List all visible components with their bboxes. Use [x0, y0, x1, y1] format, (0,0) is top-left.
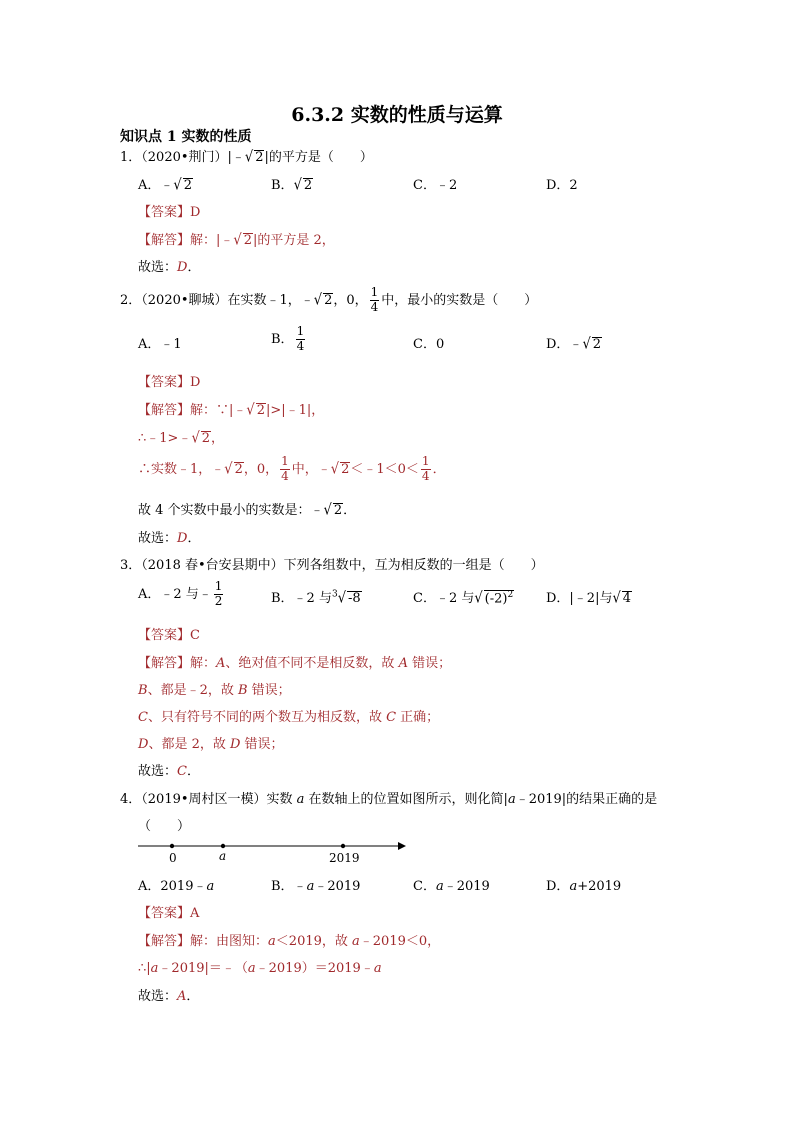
- label-a: a: [219, 849, 227, 863]
- q3-conclusion: 故选：C．: [138, 764, 200, 779]
- q2-explanation-line1: 【解答】解：∵|﹣√ 2|>|﹣1|，: [138, 401, 325, 420]
- q1-explanation: 【解答】解：|﹣√ 2|的平方是 2，: [138, 231, 335, 250]
- page-title: 6.3.2 实数的性质与运算: [291, 104, 503, 126]
- q2-explanation-line3: ∴实数﹣1，﹣√ 2，0， $\frac{1}{4}$ 中，﹣√ 2＜﹣1＜0＜ $\frac{1}{4}$ ．: [138, 454, 446, 483]
- q1-conclusion: 故选：D．: [138, 260, 201, 275]
- q2-option-a: A．﹣1: [138, 337, 182, 352]
- q2-option-d: D．﹣√ 2: [546, 335, 602, 354]
- q4-stem-paren: （ ）: [138, 819, 191, 834]
- q4-answer: 【答案】A: [138, 906, 200, 921]
- q2-conclusion: 故选：D．: [138, 531, 201, 546]
- label-zero: 0: [169, 851, 177, 865]
- q4-conclusion: 故选：A．: [138, 989, 200, 1004]
- section-heading: 知识点 1 实数的性质: [120, 129, 252, 145]
- q3-answer: 【答案】C: [138, 628, 200, 643]
- q2-option-b: B． $\frac{1}{4}$: [271, 324, 305, 353]
- q2-option-c: C．0: [413, 337, 445, 352]
- q3-explanation-line1: 【解答】解：A、绝对值不同不是相反数，故 A 错误；: [138, 656, 452, 671]
- q2-explanation-line2: ∴﹣1>﹣√ 2，: [138, 429, 225, 448]
- point-2019: [341, 844, 345, 848]
- q3-option-c: C．﹣2 与√ $(-2)^2$: [413, 589, 514, 608]
- point-zero: [170, 844, 174, 848]
- q3-option-b: B．﹣2 与$^3$√ -8: [271, 589, 361, 608]
- q1-option-d: D．2: [546, 178, 578, 193]
- q1-option-a: A．﹣√ 2: [138, 176, 192, 195]
- q4-stem: 4．（2019•周村区一模）实数 a 在数轴上的位置如图所示，则化简|a﹣2019|的结果正确的是: [120, 792, 658, 807]
- q3-explanation-line3: C、只有符号不同的两个数互为相反数，故 C 正确；: [138, 710, 440, 725]
- q3-stem: 3．（2018 春•台安县期中）下列各组数中，互为相反数的一组是（ ）: [120, 558, 544, 573]
- q3-explanation-line2: B、都是﹣2，故 B 错误；: [138, 683, 291, 698]
- q2-stem: 2．（2020•聊城）在实数﹣1，﹣√ 2，0， $\frac{1}{4}$ 中，最小的实数是（ ）: [120, 285, 538, 314]
- q4-option-d: D．a+2019: [546, 879, 622, 894]
- q4-explanation-line1: 【解答】解：由图知：a＜2019，故 a﹣2019＜0，: [138, 934, 441, 949]
- q3-option-a: A．﹣2 与﹣ $\frac{1}{2}$: [138, 579, 223, 608]
- label-2019: 2019: [329, 851, 360, 865]
- q2-answer: 【答案】D: [138, 375, 201, 390]
- q1-option-b: B．√ 2: [271, 176, 313, 195]
- number-line-arrow: [398, 842, 406, 850]
- q2-explanation-line4: 故 4 个实数中最小的实数是：﹣√ 2．: [138, 501, 357, 520]
- q4-explanation-line2: ∴|a﹣2019|＝﹣（a﹣2019）＝2019﹣a: [138, 961, 382, 976]
- q1-stem: 1．（2020•荆门）|﹣√ 2|的平方是（ ）: [120, 148, 373, 167]
- q1-answer: 【答案】D: [138, 205, 201, 220]
- q4-option-c: C．a﹣2019: [413, 879, 490, 894]
- number-line: [134, 836, 410, 868]
- q3-option-d: D．|﹣2|与√ 4: [546, 589, 632, 608]
- q1-option-c: C．﹣2: [413, 178, 458, 193]
- q3-explanation-line4: D、都是 2，故 D 错误；: [138, 737, 284, 752]
- q4-option-a: A．2019﹣a: [138, 879, 215, 894]
- point-a: [221, 844, 225, 848]
- q4-option-b: B．﹣a﹣2019: [271, 879, 361, 894]
